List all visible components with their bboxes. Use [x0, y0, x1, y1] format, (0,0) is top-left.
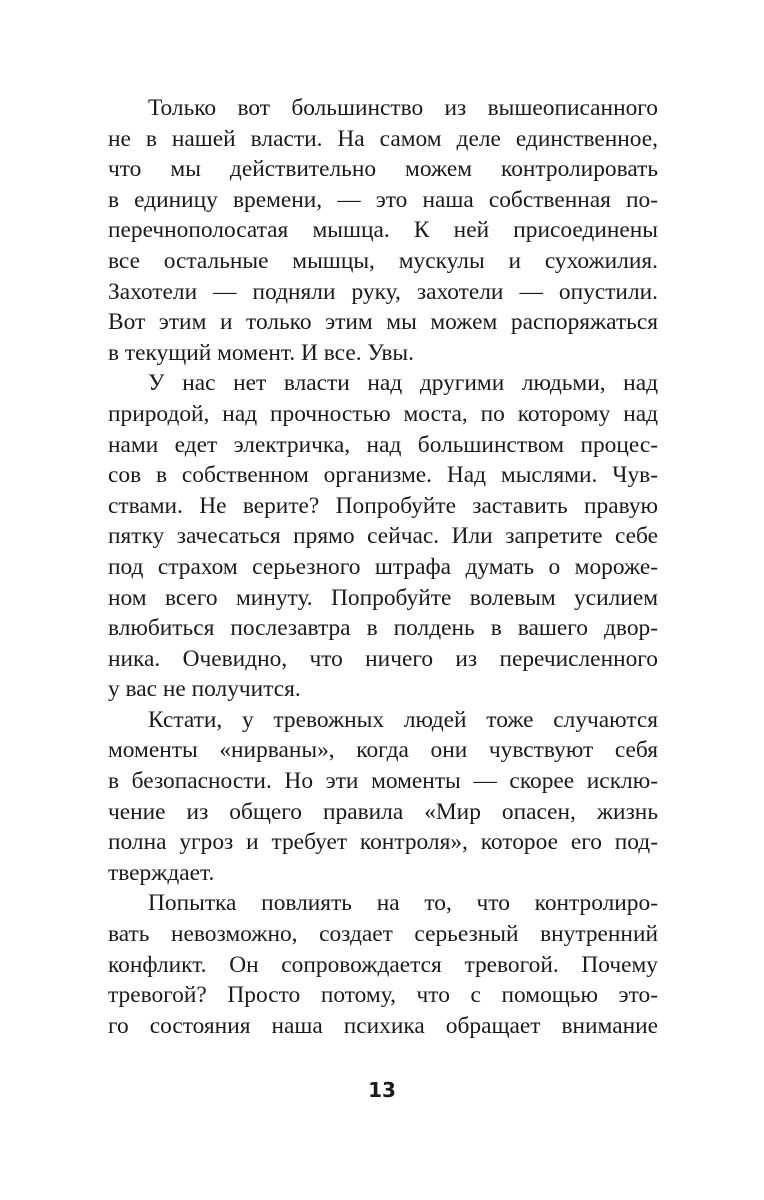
text-line: пятку зачесаться прямо сейчас. Или запретите себе: [108, 523, 658, 550]
text-line: природой, над прочностью моста, по которому над: [108, 400, 658, 427]
body-text: [108, 93, 658, 1041]
text-line: под страхом серьезного штрафа думать о мороже-: [108, 553, 658, 580]
text-line: У нас нет власти над другими людьми, над: [148, 370, 658, 397]
text-line: тверждает.: [108, 859, 215, 886]
text-line: Попытка повлиять на то, что контролиро-: [148, 890, 658, 917]
text-line: перечнополосатая мышца. К ней присоединены: [108, 217, 658, 244]
text-line: в текущий момент. И все. Увы.: [108, 339, 414, 366]
text-line: вать невозможно, создает серьезный внутренний: [108, 921, 658, 948]
text-line: Только вот большинство из вышеописанного: [148, 95, 658, 121]
text-line: ствами. Не верите? Попробуйте заставить правую: [108, 492, 658, 519]
text-line: го состояния наша психика обращает внимание: [108, 1012, 658, 1039]
paragraph-4: [108, 888, 658, 1041]
text-line: не в нашей власти. На самом деле единственное,: [108, 125, 658, 152]
text-line: моменты «нирваны», когда они чувствуют себя: [108, 737, 658, 764]
text-line: влюбиться послезавтра в полдень в вашего двор-: [108, 615, 658, 642]
paragraph-2: [108, 368, 658, 705]
text-line: все остальные мышцы, мускулы и сухожилия.: [108, 247, 658, 274]
text-line: в единицу времени, — это наша собственная по-: [108, 186, 658, 213]
paragraph-1: [108, 93, 658, 368]
text-line: Вот этим и только этим мы можем распоряжаться: [108, 309, 658, 336]
text-line: Захотели — подняли руку, захотели — опустили.: [108, 278, 658, 305]
text-line: конфликт. Он сопровождается тревогой. Почему: [108, 951, 658, 978]
paragraph-3: [108, 705, 658, 889]
text-line: ника. Очевидно, что ничего из перечисленного: [108, 645, 658, 672]
text-line: тревогой? Просто потому, что с помощью это-: [108, 982, 658, 1009]
page-number: 13: [368, 1078, 396, 1102]
text-line: полна угроз и требует контроля», которое его под-: [108, 829, 658, 856]
text-line: что мы действительно можем контролировать: [108, 156, 658, 183]
text-line: Кстати, у тревожных людей тоже случаются: [148, 706, 658, 733]
text-line: ном всего минуту. Попробуйте волевым усилием: [108, 584, 658, 611]
text-line: чение из общего правила «Мир опасен, жизнь: [108, 798, 658, 825]
text-line: у вас не получится.: [108, 676, 301, 703]
text-line: нами едет электричка, над большинством процес-: [108, 431, 658, 458]
text-line: сов в собственном организме. Над мыслями. Чув-: [108, 462, 658, 489]
text-line: в безопасности. Но эти моменты — скорее исклю-: [108, 768, 658, 795]
